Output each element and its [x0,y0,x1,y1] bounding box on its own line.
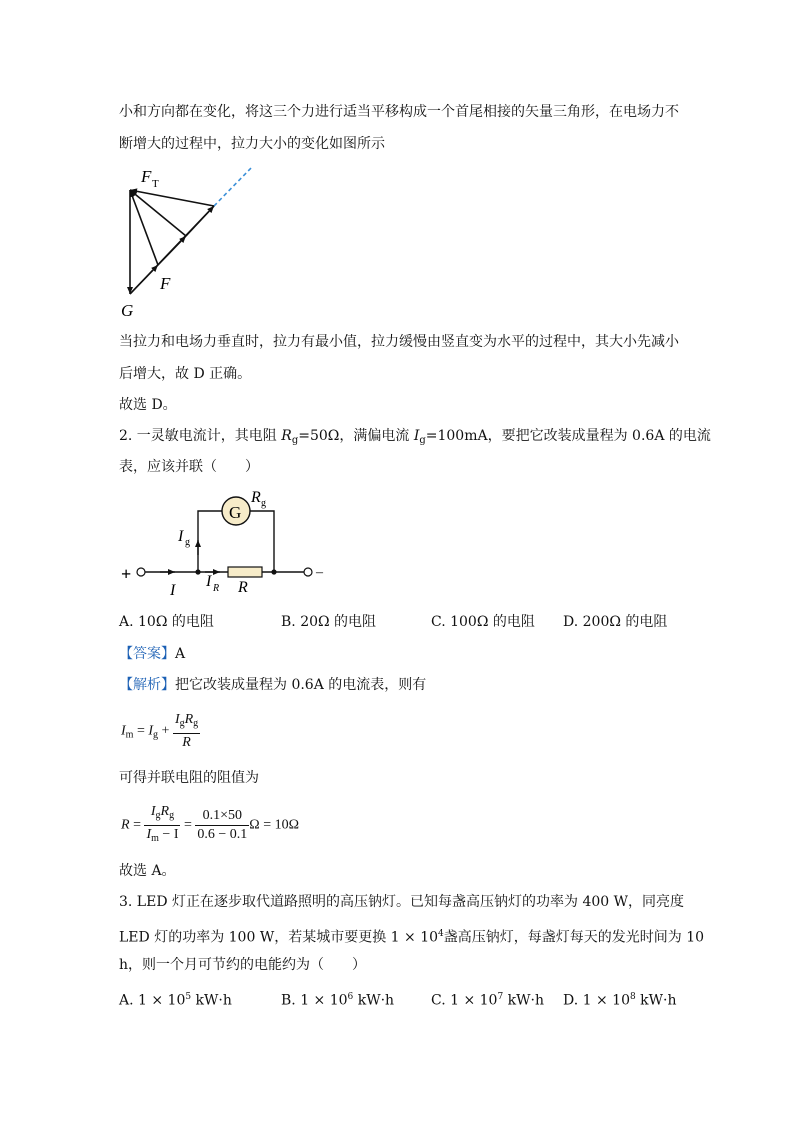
q2-conclusion: 故选 A。 [119,863,176,879]
q2-option-a: A. 10Ω 的电阻 [119,614,214,630]
q2-stem-line-2: 表，应该并联（ ） [119,459,259,475]
q2-option-d: D. 200Ω 的电阻 [563,614,668,630]
label-ig: I [178,528,184,545]
label-f: F [160,274,171,293]
q3-stem-line-2: LED 灯的功率为 100 W，若某城市要更换 $1 \times 10^4$盏高压钠灯，每盏灯每天的发光时间为 10 [119,929,705,946]
q3-option-c: C. $1 \times 10^7$ kW·h [431,992,544,1009]
prev-conclusion: 故选 D。 [119,397,177,413]
explanation-line-1: 当拉力和电场力垂直时，拉力有最小值，拉力缓慢由竖直变为水平的过程中，其大小先减小 [119,334,679,350]
right-terminal [304,568,312,576]
minus-terminal-label: – [316,565,323,580]
label-ir-sub: R [213,583,220,594]
q3-stem-line-1: 3. LED 灯正在逐步取代道路照明的高压钠灯。已知每盏高压钠灯的功率为 400 W，同亮度 [119,894,685,910]
q3-option-b: B. $1 \times 10^6$ kW·h [281,992,395,1009]
galvanometer-label: G [229,503,242,522]
equation-current: $I_m = I_g$ + $\frac{I_gR_g}{R}$ [121,712,199,750]
explanation-line-2: 后增大，故 D 正确。 [119,366,252,382]
label-r: R [238,579,248,596]
resistance-text: 可得并联电阻的阻值为 [119,770,259,786]
q2-analysis: 【解析】把它改装成量程为 0.6A 的电流表，则有 [119,677,427,693]
answer-tag: 【答案】 [119,646,175,662]
label-ir: I [206,573,212,590]
q2-answer: 【答案】A [119,646,186,662]
label-ft: F [141,167,152,186]
analysis-tag: 【解析】 [119,677,175,693]
label-i: I [170,582,176,599]
q3-option-a: A. $1 \times 10^5$ kW·h [119,992,232,1009]
label-ft-sub: T [152,178,159,190]
q3-option-d: D. $1 \times 10^8$ kW·h [563,992,677,1009]
q3-stem-line-3: h，则一个月可节约的电能约为（ ） [119,957,367,973]
label-rg: R [251,489,261,506]
resistor-r [228,567,262,577]
q2-stem-line-1: 2. 一灵敏电流计，其电阻 $R_g=50\Omega$，满偏电流 $I_g=100mA$，要把它改装成量程为 0.6A 的电流 [119,428,711,446]
left-terminal [137,568,145,576]
label-ig-sub: g [185,537,190,548]
equation-resistance: R = $\frac{I_gR_g}{I_m - I}$ = $\frac{0.1\times 50}{0.6 - 0.1}$ Ω = 10Ω [121,804,300,844]
plus-terminal-label: + [121,564,132,584]
prev-text-line-1: 小和方向都在变化，将这三个力进行适当平移构成一个首尾相接的矢量三角形，在电场力不 [119,104,679,120]
q2-option-c: C. 100Ω 的电阻 [431,614,535,630]
q2-option-b: B. 20Ω 的电阻 [281,614,377,630]
label-g: G [121,301,134,320]
label-rg-sub: g [261,498,266,509]
prev-text-line-2: 断增大的过程中，拉力大小的变化如图所示 [119,136,385,152]
